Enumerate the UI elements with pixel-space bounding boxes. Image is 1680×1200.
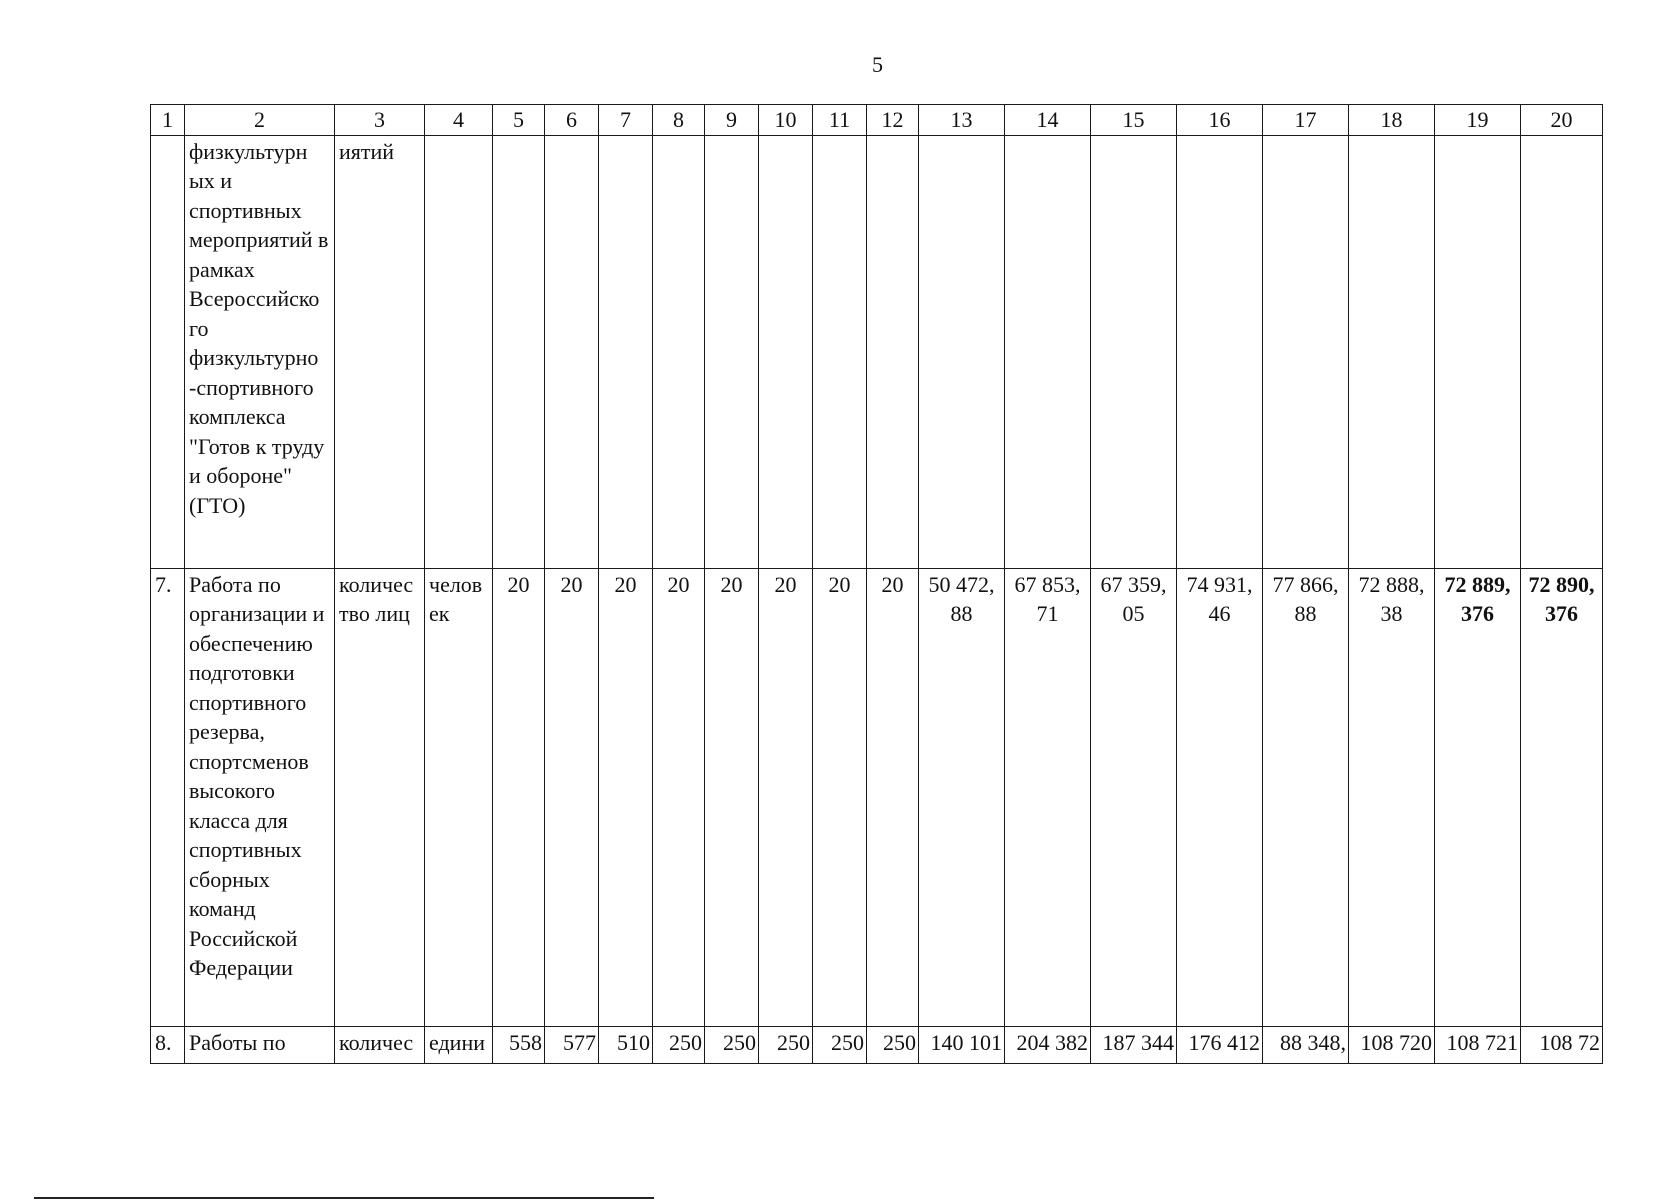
column-header: 9 — [705, 105, 759, 136]
column-header: 10 — [759, 105, 813, 136]
service-name: Работы по — [185, 1026, 335, 1063]
page-number: 5 — [872, 52, 883, 77]
finance-value — [1091, 135, 1177, 568]
service-name: физкультурн ых и спортивных мероприятий в рамках Всероссийско го физкультурно -спортивного комплекса "Готов к труду и обороне" (ГТО) — [185, 135, 335, 568]
table-row — [151, 568, 1603, 1026]
column-header: 7 — [599, 105, 653, 136]
plan-value: 250 — [813, 1026, 867, 1063]
plan-value: 20 — [653, 568, 705, 1026]
plan-value — [599, 135, 653, 568]
column-header: 16 — [1177, 105, 1263, 136]
column-header: 15 — [1091, 105, 1177, 136]
finance-value: 176 412 — [1177, 1026, 1263, 1063]
row-number — [151, 135, 185, 568]
finance-value: 140 101 — [919, 1026, 1005, 1063]
finance-value: 108 721 — [1435, 1026, 1521, 1063]
indicator-name: иятий — [335, 135, 425, 568]
finance-value — [1005, 135, 1091, 568]
plan-value — [653, 135, 705, 568]
finance-value: 88 348, — [1263, 1026, 1349, 1063]
plan-value: 250 — [653, 1026, 705, 1063]
plan-value — [493, 135, 545, 568]
finance-value: 67 359, 05 — [1091, 568, 1177, 1026]
column-header: 11 — [813, 105, 867, 136]
finance-value — [1349, 135, 1435, 568]
column-header: 18 — [1349, 105, 1435, 136]
finance-value: 72 890, 376 — [1521, 568, 1603, 1026]
column-header: 8 — [653, 105, 705, 136]
finance-value: 77 866, 88 — [1263, 568, 1349, 1026]
column-header: 17 — [1263, 105, 1349, 136]
table-row — [151, 135, 1603, 568]
plan-value: 20 — [599, 568, 653, 1026]
finance-value: 108 72 — [1521, 1026, 1603, 1063]
plan-value: 250 — [759, 1026, 813, 1063]
finance-value — [1435, 135, 1521, 568]
unit: челов ек — [425, 568, 493, 1026]
service-name: Работа по организации и обеспечению подготовки спортивного резерва, спортсменов высокого класса для спортивных сборных команд Российской Федерации — [185, 568, 335, 1026]
plan-value: 250 — [705, 1026, 759, 1063]
column-header: 2 — [185, 105, 335, 136]
row-number: 8. — [151, 1026, 185, 1063]
row-number: 7. — [151, 568, 185, 1026]
indicator-name: количес тво лиц — [335, 568, 425, 1026]
finance-value — [1177, 135, 1263, 568]
plan-value: 20 — [705, 568, 759, 1026]
finance-value: 50 472, 88 — [919, 568, 1005, 1026]
table-row — [151, 1026, 1603, 1063]
plan-value: 20 — [867, 568, 919, 1026]
column-header: 13 — [919, 105, 1005, 136]
column-header: 1 — [151, 105, 185, 136]
unit: едини — [425, 1026, 493, 1063]
plan-value: 20 — [759, 568, 813, 1026]
unit — [425, 135, 493, 568]
finance-value — [1263, 135, 1349, 568]
plan-value — [867, 135, 919, 568]
finance-value: 74 931, 46 — [1177, 568, 1263, 1026]
plan-value: 20 — [493, 568, 545, 1026]
footnote-rule — [34, 1197, 654, 1199]
column-header: 12 — [867, 105, 919, 136]
finance-value: 67 853, 71 — [1005, 568, 1091, 1026]
data-table — [150, 104, 1603, 1064]
plan-value: 558 — [493, 1026, 545, 1063]
plan-value — [705, 135, 759, 568]
column-header: 3 — [335, 105, 425, 136]
plan-value — [813, 135, 867, 568]
plan-value: 250 — [867, 1026, 919, 1063]
finance-value: 108 720 — [1349, 1026, 1435, 1063]
column-number-row — [151, 105, 1603, 136]
column-header: 4 — [425, 105, 493, 136]
plan-value: 20 — [545, 568, 599, 1026]
column-header: 20 — [1521, 105, 1603, 136]
finance-value: 72 888, 38 — [1349, 568, 1435, 1026]
plan-value: 577 — [545, 1026, 599, 1063]
column-header: 19 — [1435, 105, 1521, 136]
indicator-name: количес — [335, 1026, 425, 1063]
plan-value: 20 — [813, 568, 867, 1026]
plan-value — [545, 135, 599, 568]
finance-value: 204 382 — [1005, 1026, 1091, 1063]
finance-value — [919, 135, 1005, 568]
plan-value: 510 — [599, 1026, 653, 1063]
column-header: 14 — [1005, 105, 1091, 136]
finance-value: 187 344 — [1091, 1026, 1177, 1063]
finance-value — [1521, 135, 1603, 568]
finance-value: 72 889, 376 — [1435, 568, 1521, 1026]
column-header: 5 — [493, 105, 545, 136]
column-header: 6 — [545, 105, 599, 136]
plan-value — [759, 135, 813, 568]
